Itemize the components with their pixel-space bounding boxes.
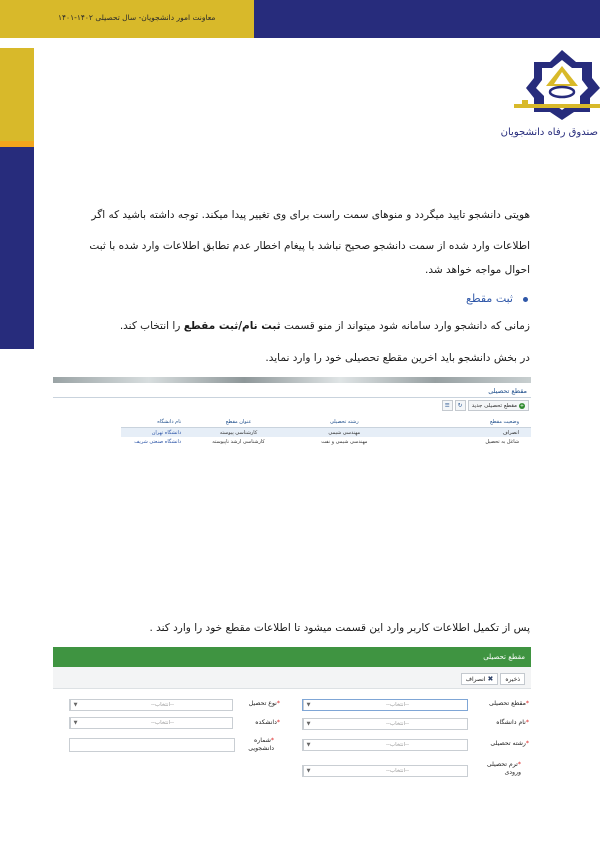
table-row[interactable] bbox=[121, 437, 531, 446]
table-cell: کارشناسی ارشد ناپیوسته bbox=[212, 438, 265, 445]
study-type-select[interactable]: --انتخاب-- ▼ bbox=[69, 699, 233, 711]
form-buttons bbox=[461, 673, 525, 685]
faculty-label: *دانشکده bbox=[255, 719, 280, 726]
grid-top-band bbox=[53, 377, 531, 383]
chevron-down-icon: ▼ bbox=[303, 700, 313, 710]
table-cell: مهندسی شیمی bbox=[328, 429, 361, 436]
grid-title: مقطع تحصیلی bbox=[488, 387, 527, 395]
major-label: *رشته تحصیلی bbox=[490, 740, 529, 747]
table-cell: کارشناسی پیوسته bbox=[219, 429, 258, 436]
grid-header-row bbox=[121, 417, 531, 428]
list-view-button[interactable] bbox=[442, 400, 453, 411]
table-cell: دانشگاه تهران bbox=[151, 429, 182, 436]
table-cell: دانشگاه صنعتی شریف bbox=[134, 438, 182, 445]
refresh-icon: ↻ bbox=[457, 402, 463, 409]
chevron-down-icon: ▼ bbox=[303, 766, 313, 776]
entry-term-label: *ترم تحصیلی ورودی bbox=[486, 761, 521, 776]
column-header[interactable]: وضعیت مقطع bbox=[489, 419, 520, 425]
grid-divider bbox=[53, 397, 531, 398]
student-number-input[interactable] bbox=[69, 738, 235, 752]
header-subtitle: معاونت امور دانشجویان- سال تحصیلی ۱۴۰۲-۱۴۰۱ bbox=[58, 13, 216, 22]
paragraph-2: اطلاعات وارد شده از سمت دانشجو صحیح نباشد با پیغام اخطار عدم تطابق اطلاعات وارد شده با ثبت bbox=[89, 240, 530, 252]
bullet-item bbox=[430, 292, 528, 305]
chevron-down-icon: ▼ bbox=[303, 740, 313, 750]
chevron-down-icon: ▼ bbox=[303, 719, 313, 729]
student-number-label: *شماره دانشجویی bbox=[248, 737, 274, 752]
column-header[interactable]: نام دانشگاه bbox=[157, 419, 182, 425]
entry-term-select[interactable]: --انتخاب-- ▼ bbox=[302, 765, 468, 777]
grid-toolbar bbox=[442, 400, 529, 412]
new-degree-label: مقطع تحصیلی جدید bbox=[471, 402, 517, 409]
major-select[interactable]: --انتخاب-- ▼ bbox=[302, 739, 468, 751]
fund-emblem-icon bbox=[512, 46, 600, 120]
left-gold-bar bbox=[0, 48, 34, 141]
degree-select[interactable]: --انتخاب-- ▼ bbox=[302, 699, 468, 711]
table-cell: مهندسی شیمی و نفت bbox=[321, 438, 368, 445]
table-row[interactable] bbox=[121, 428, 531, 437]
new-degree-button[interactable] bbox=[468, 400, 529, 411]
column-header[interactable]: عنوان مقطع bbox=[225, 419, 252, 425]
degree-label: *مقطع تحصیلی bbox=[488, 700, 529, 707]
grid-table bbox=[121, 417, 531, 446]
list-icon: ☰ bbox=[444, 402, 450, 409]
bullet-label: ثبت مقطع bbox=[465, 292, 513, 305]
save-button[interactable] bbox=[500, 673, 525, 685]
add-icon: + bbox=[519, 402, 525, 409]
save-label: ذخیره bbox=[505, 675, 520, 683]
cancel-button[interactable] bbox=[461, 673, 499, 685]
menu-path: ثبت نام/ثبت مقطع bbox=[183, 320, 281, 332]
left-navy-bar bbox=[0, 147, 34, 349]
column-header[interactable]: رشته تحصیلی bbox=[329, 419, 359, 425]
form-title: مقطع تحصیلی bbox=[483, 653, 525, 661]
bullet-dot-icon bbox=[523, 297, 528, 302]
paragraph-5: در بخش دانشجو باید اخرین مقطع تحصیلی خود را وارد نماید. bbox=[265, 352, 530, 364]
paragraph-3: احوال مواجه خواهد شد. bbox=[424, 264, 530, 276]
cancel-label: انصراف bbox=[465, 675, 486, 683]
header-navy-bar bbox=[254, 0, 600, 38]
table-cell: شاغل به تحصیل bbox=[485, 438, 520, 445]
chevron-down-icon: ▼ bbox=[70, 700, 80, 710]
university-label: *نام دانشگاه bbox=[496, 719, 529, 726]
degree-form-screenshot bbox=[53, 647, 531, 790]
faculty-select[interactable]: --انتخاب-- ▼ bbox=[69, 717, 233, 729]
form-toolbar bbox=[53, 667, 531, 689]
close-icon: ✖ bbox=[487, 675, 494, 683]
table-cell: انصراف bbox=[502, 429, 520, 436]
university-select[interactable]: --انتخاب-- ▼ bbox=[302, 718, 468, 730]
paragraph-4-start: زمانی که دانشجو وارد سامانه شود میتواند از منو قسمت bbox=[283, 320, 530, 332]
degree-grid-screenshot bbox=[53, 377, 531, 472]
paragraph-4 bbox=[120, 320, 530, 332]
fund-name: صندوق رفاه دانشجویان bbox=[500, 127, 598, 138]
paragraph-1: هویتی دانشجو تایید میگردد و منوهای سمت راست برای وی تغییر پیدا میکند. توجه داشته باشید که اگر bbox=[91, 209, 530, 221]
form-header-bar bbox=[53, 647, 531, 667]
chevron-down-icon: ▼ bbox=[70, 718, 80, 728]
paragraph-6: پس از تکمیل اطلاعات کاربر وارد این قسمت میشود تا اطلاعات مقطع خود را وارد کند . bbox=[149, 622, 530, 634]
study-type-label: *نوع تحصیل bbox=[248, 700, 280, 707]
paragraph-4-end: را انتخاب کند. bbox=[119, 320, 181, 332]
refresh-button[interactable] bbox=[455, 400, 466, 411]
